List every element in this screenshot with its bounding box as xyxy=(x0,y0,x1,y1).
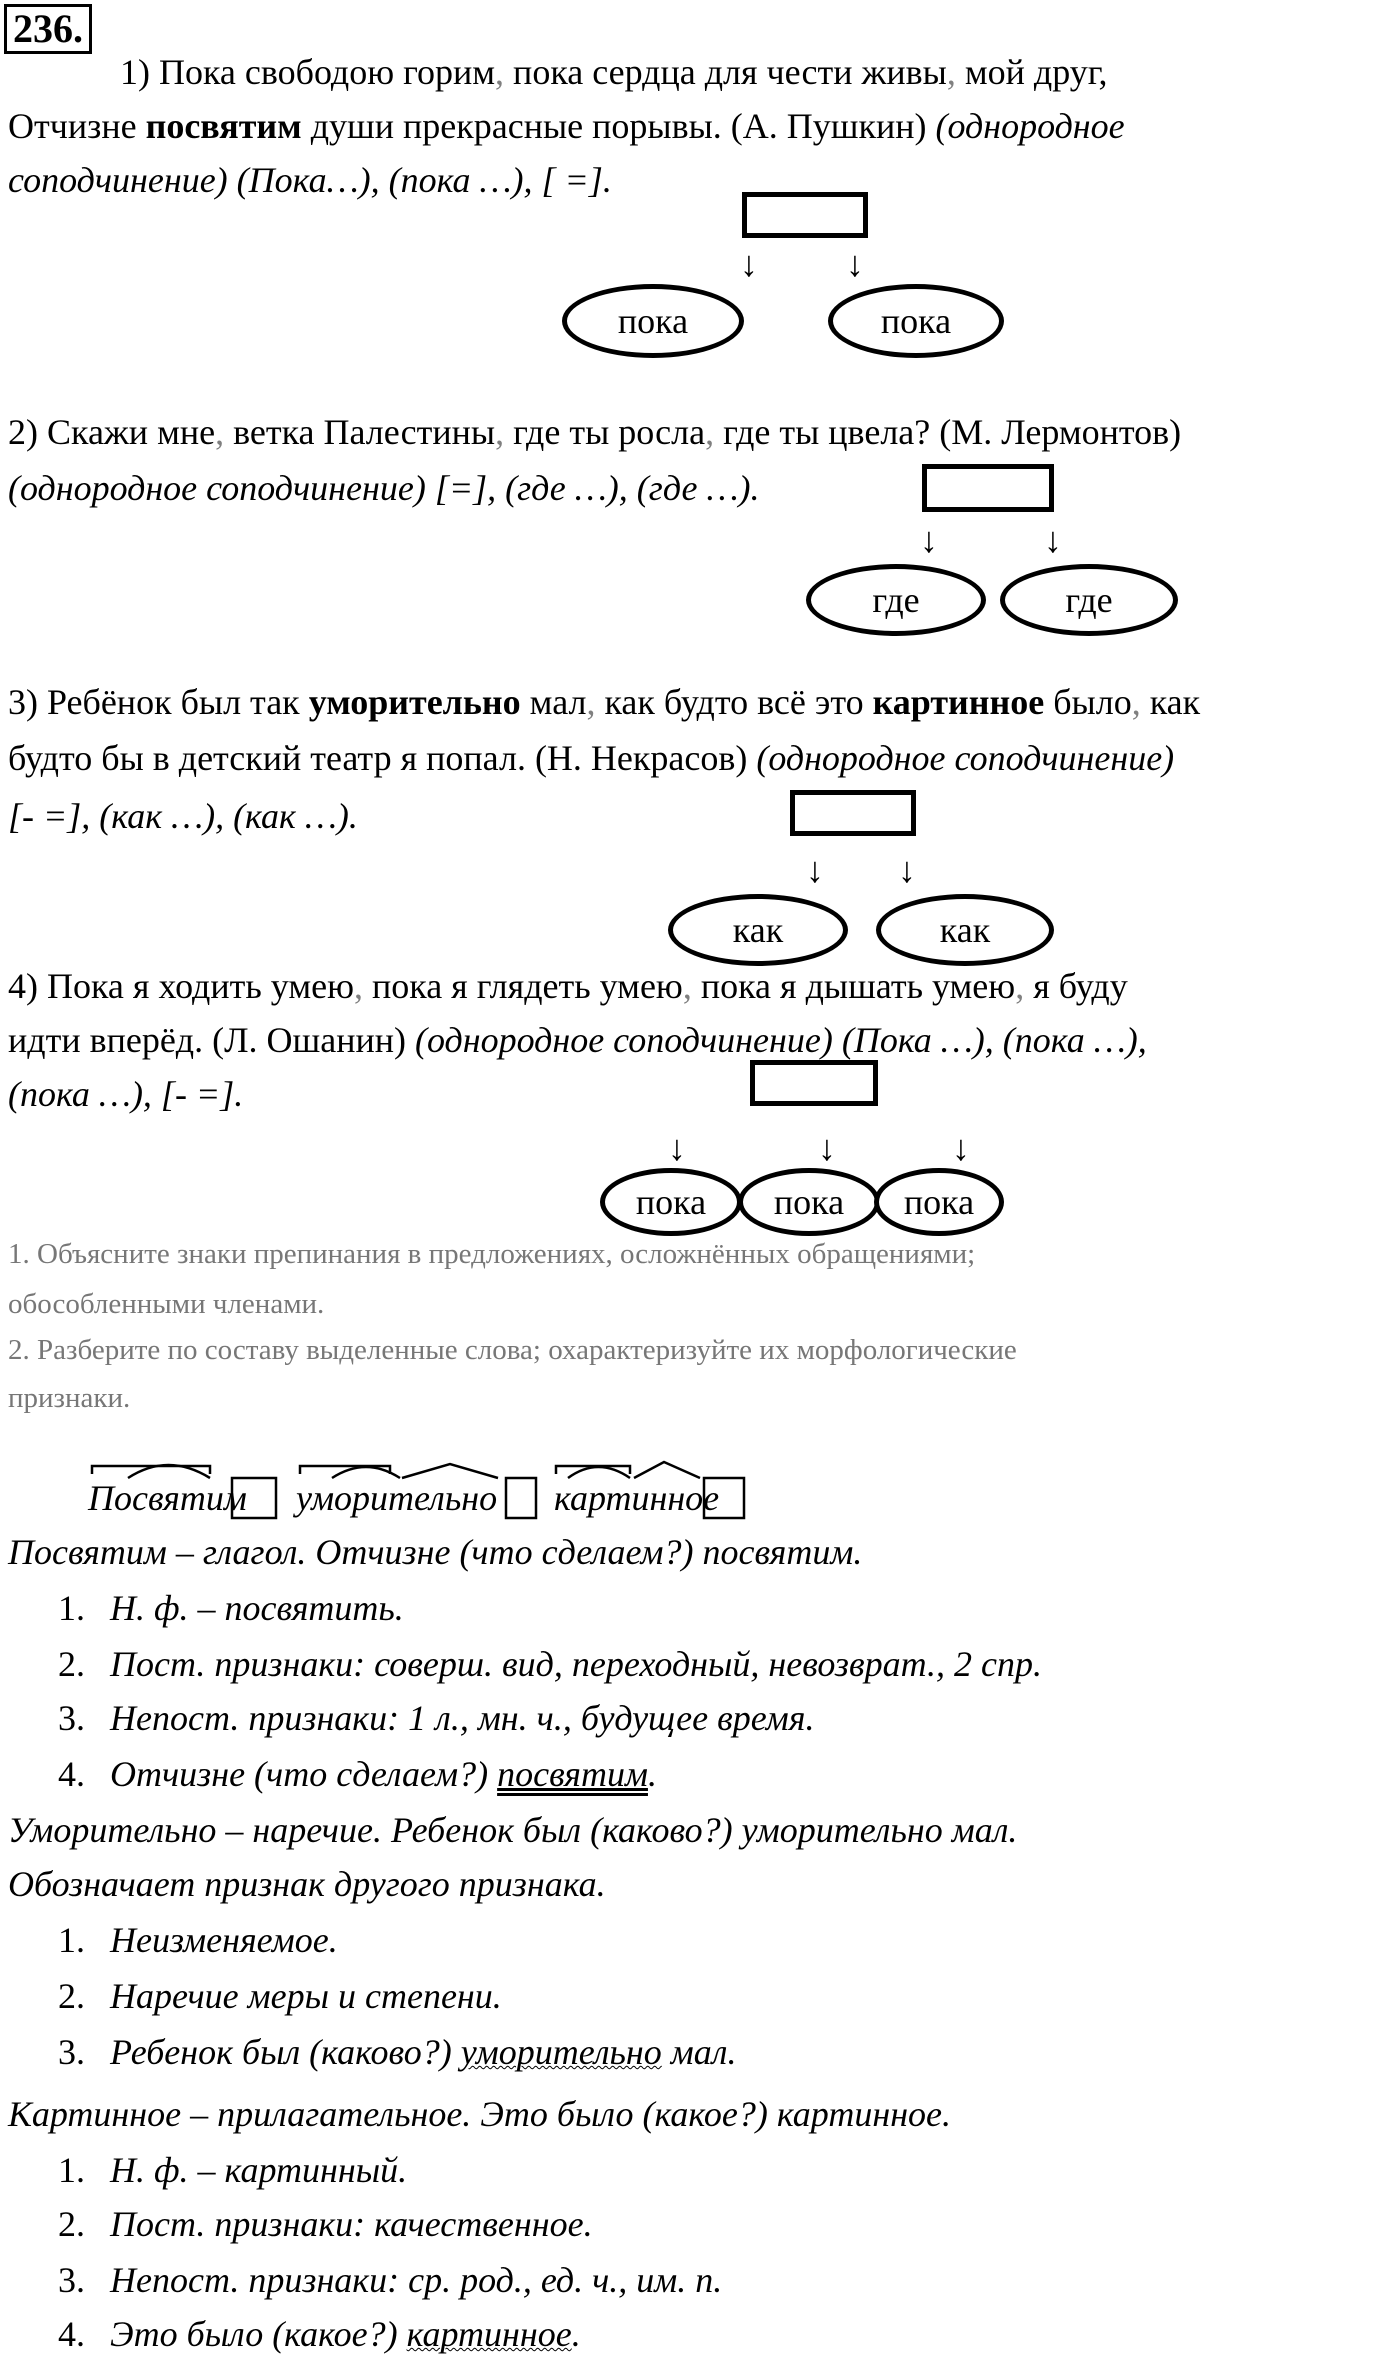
arrow-icon: ↓ xyxy=(920,520,938,560)
analysis-2-item: 1. Неизменяемое. xyxy=(58,1920,338,1960)
s3-line2: будто бы в детский театр я попал. (Н. Некрасов) (однородное соподчинение) xyxy=(8,738,1175,778)
s1-line3: соподчинение) (Пока…), (пока …), [ =]. xyxy=(8,160,612,200)
task-1-line1: 1. Объясните знаки препинания в предложениях, осложнённых обращениями; xyxy=(8,1238,976,1270)
s4-oval-2: пока xyxy=(738,1168,880,1236)
analysis-1-item: 1. Н. ф. – посвятить. xyxy=(58,1588,404,1628)
task-2-line1: 2. Разберите по составу выделенные слова; охарактеризуйте их морфологические xyxy=(8,1334,1017,1366)
s4-line1: 4) Пока я ходить умею, пока я глядеть умею, пока я дышать умею, я буду xyxy=(8,966,1128,1006)
arrow-icon: ↓ xyxy=(952,1128,970,1168)
s1-line1: 1) Пока свободою горим, пока сердца для чести живы, мой друг, xyxy=(120,52,1108,92)
arrow-icon: ↓ xyxy=(818,1128,836,1168)
arrow-icon: ↓ xyxy=(898,850,916,890)
s1-oval-2: пока xyxy=(828,284,1004,358)
analysis-3-item: 4. Это было (какое?) картинное. xyxy=(58,2314,581,2354)
analysis-2-item: 3. Ребенок был (каково?) уморительно мал. xyxy=(58,2032,737,2072)
analysis-1-item: 2. Пост. признаки: соверш. вид, переходный, невозврат., 2 спр. xyxy=(58,1644,1042,1684)
s4-oval-1: пока xyxy=(600,1168,742,1236)
analysis-3-item: 2. Пост. признаки: качественное. xyxy=(58,2204,593,2244)
analysis-2-title-2: Обозначает признак другого признака. xyxy=(8,1864,606,1904)
analysis-1-title: Посвятим – глагол. Отчизне (что сделаем?) посвятим. xyxy=(8,1532,863,1572)
arrow-icon: ↓ xyxy=(1044,520,1062,560)
analysis-3-item: 1. Н. ф. – картинный. xyxy=(58,2150,408,2190)
analysis-1-item: 4. Отчизне (что сделаем?) посвятим. xyxy=(58,1754,657,1794)
s3-line3: [- =], (как …), (как …). xyxy=(8,796,358,836)
s1-oval-1: пока xyxy=(562,284,744,358)
s4-line3: (пока …), [- =]. xyxy=(8,1074,244,1114)
s4-line2: идти вперёд. (Л. Ошанин) (однородное соподчинение) (Пока …), (пока …), xyxy=(8,1020,1147,1060)
arrow-icon: ↓ xyxy=(668,1128,686,1168)
morpheme-word-2: уморительно xyxy=(296,1478,498,1518)
analysis-2-item: 2. Наречие меры и степени. xyxy=(58,1976,502,2016)
s3-line1: 3) Ребёнок был так уморительно мал, как будто всё это картинное было, как xyxy=(8,682,1201,722)
morpheme-word-1: Посвятим xyxy=(88,1478,247,1518)
s3-oval-1: как xyxy=(668,894,848,966)
s1-line2: Отчизне посвятим души прекрасные порывы. (А. Пушкин) (однородное xyxy=(8,106,1125,146)
task-1-line2: обособленными членами. xyxy=(8,1288,325,1320)
s3-oval-2: как xyxy=(876,894,1054,966)
analysis-1-item: 3. Непост. признаки: 1 л., мн. ч., будущее время. xyxy=(58,1698,815,1738)
s2-oval-2: где xyxy=(1000,564,1178,636)
analysis-2-title-1: Уморительно – наречие. Ребенок был (каково?) уморительно мал. xyxy=(8,1810,1018,1850)
arrow-icon: ↓ xyxy=(846,244,864,284)
s2-line1: 2) Скажи мне, ветка Палестины, где ты росла, где ты цвела? (М. Лермонтов) xyxy=(8,412,1182,452)
s2-oval-1: где xyxy=(806,564,986,636)
exercise-number: 236. xyxy=(4,4,92,54)
task-2-line2: признаки. xyxy=(8,1382,131,1414)
arrow-icon: ↓ xyxy=(806,850,824,890)
analysis-3-item: 3. Непост. признаки: ср. род., ед. ч., им. п. xyxy=(58,2260,723,2300)
s4-oval-3: пока xyxy=(874,1168,1004,1236)
analysis-3-title: Картинное – прилагательное. Это было (какое?) картинное. xyxy=(8,2094,952,2134)
s2-line2: (однородное соподчинение) [=], (где …), (где …). xyxy=(8,468,760,508)
arrow-icon: ↓ xyxy=(740,244,758,284)
morpheme-word-3: картинное xyxy=(554,1478,720,1518)
